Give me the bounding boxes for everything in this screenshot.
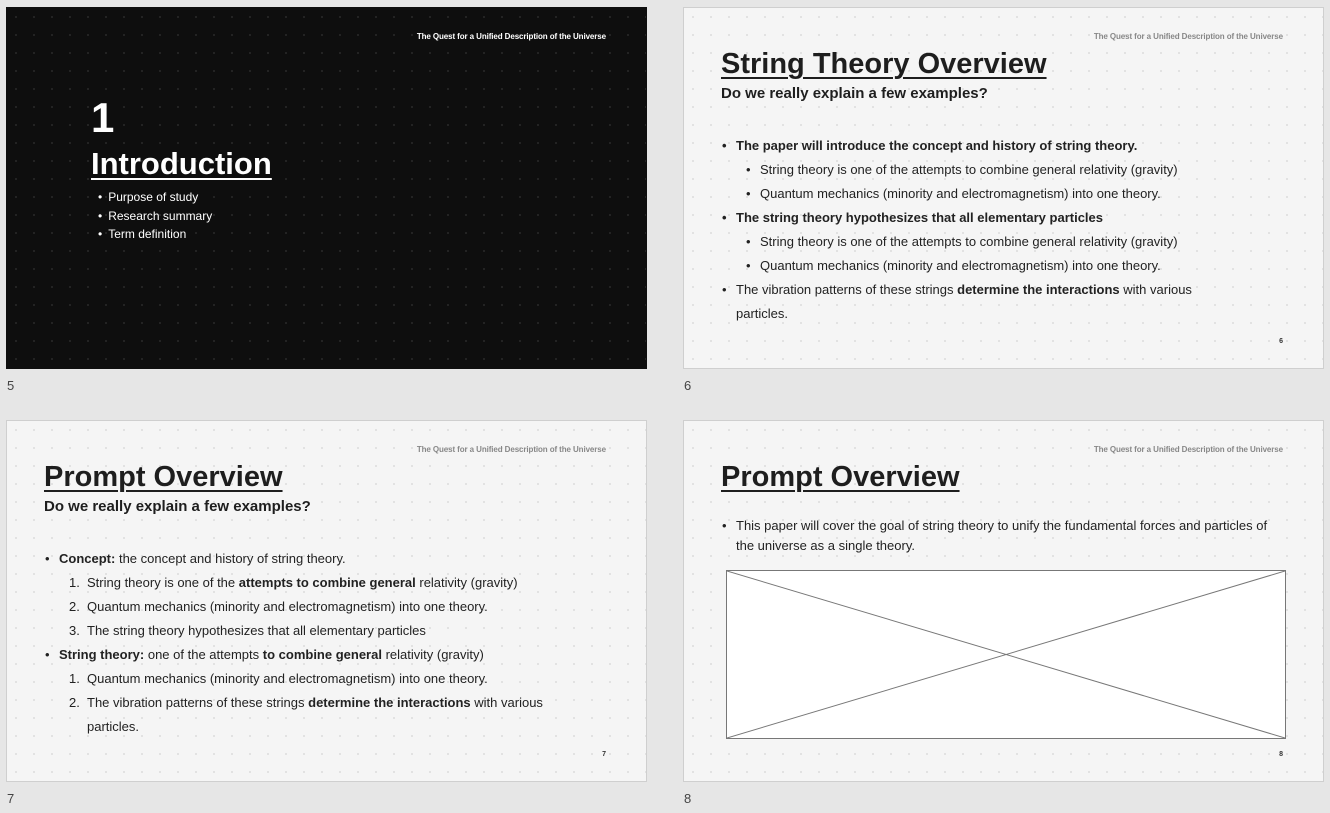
slide-subtitle: Do we really explain a few examples? [44,498,311,515]
slide-number-label: 8 [684,791,692,806]
page-number: 8 [1279,751,1283,758]
placeholder-cross-icon [727,571,1285,738]
image-placeholder[interactable] [726,570,1286,739]
page-number: 6 [1279,338,1283,345]
list-item: • Quantum mechanics (minority and electromagnetism) into one theory. [722,254,1302,278]
list-item: • Research summary [98,207,212,226]
slide-title: Introduction [91,146,272,181]
list-item: • String theory: one of the attempts to combine general relativity (gravity) [45,643,625,667]
list-item: • Concept: the concept and history of string theory. [45,547,625,571]
slide-title: Prompt Overview [44,461,283,493]
list-item: 2. The vibration patterns of these strings determine the interactions with various particles. [69,695,543,734]
slide-number-label: 5 [7,378,15,393]
slide-title: Prompt Overview [721,461,960,493]
list-item: • String theory is one of the attempts to combine general relativity (gravity) [722,158,1302,182]
slide-subtitle: Do we really explain a few examples? [721,85,988,102]
slide-7[interactable] [6,420,647,782]
slide-header: The Quest for a Unified Description of the Universe [416,445,606,454]
slide-8[interactable] [683,420,1324,782]
bullet-text: • This paper will cover the goal of string theory to unify the fundamental forces and particles of the universe as a single theory. [722,516,1282,556]
list-item: • The paper will introduce the concept and history of string theory. [722,134,1302,158]
slide-5[interactable] [6,7,647,369]
bullet-list [45,547,625,739]
list-item: • Purpose of study [98,188,212,207]
slide-header: The Quest for a Unified Description of the Universe [1093,445,1283,454]
list-item: 2. Quantum mechanics (minority and electromagnetism) into one theory. [69,599,488,614]
list-item: • Term definition [98,225,212,244]
list-item: 3. The string theory hypothesizes that all elementary particles [69,623,426,638]
slide-number-label: 7 [7,791,15,806]
list-item: • Quantum mechanics (minority and electromagnetism) into one theory. [722,182,1302,206]
slide-title: String Theory Overview [721,48,1047,80]
slide-number-label: 6 [684,378,692,393]
list-item: 1. String theory is one of the attempts to combine general relativity (gravity) [69,575,518,590]
bullet-list [722,134,1302,326]
section-number: 1 [91,94,115,141]
agenda-list [98,188,212,244]
list-item: 1. Quantum mechanics (minority and electromagnetism) into one theory. [69,671,488,686]
list-item: • The vibration patterns of these strings determine the interactions with various particles. [722,278,1302,326]
slide-header: The Quest for a Unified Description of the Universe [1093,32,1283,41]
list-item: • String theory is one of the attempts to combine general relativity (gravity) [722,230,1302,254]
slide-header: The Quest for a Unified Description of the Universe [416,32,606,41]
list-item: • The string theory hypothesizes that all elementary particles [722,206,1302,230]
page-number: 7 [602,751,606,758]
slide-6[interactable] [683,7,1324,369]
